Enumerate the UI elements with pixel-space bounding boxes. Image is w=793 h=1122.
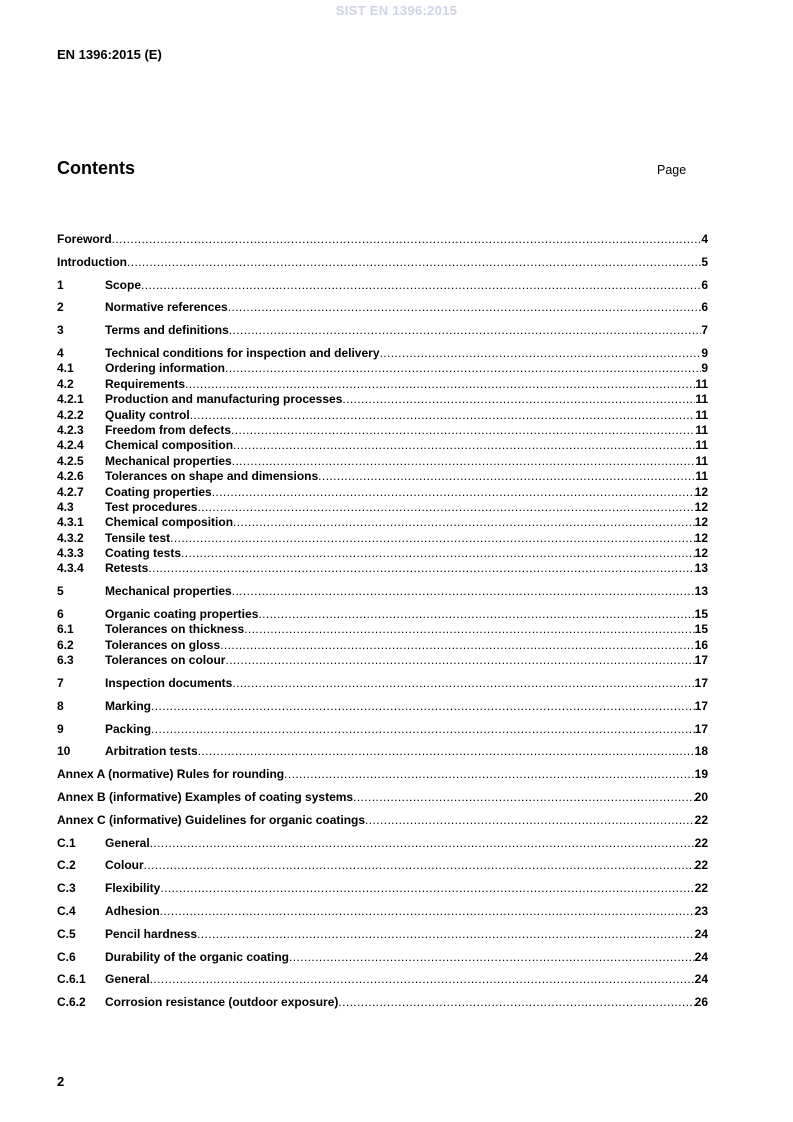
toc-entry-number: C.2 <box>57 858 76 873</box>
toc-entry-number: 4.3 <box>57 499 74 514</box>
toc-entry-title: Introduction <box>57 254 127 269</box>
toc-entry-title: Normative references <box>105 300 228 315</box>
toc-entry-title: General <box>105 835 150 850</box>
toc-entry-number: 4.2.7 <box>57 484 84 499</box>
toc-entry-title: Technical conditions for inspection and delivery <box>105 345 380 360</box>
toc-entry-title: Colour <box>105 858 144 873</box>
dot-leader <box>197 928 695 941</box>
toc-entry-page: 24 <box>694 949 708 964</box>
dot-leader <box>148 562 694 575</box>
toc-entry-page: 13 <box>694 584 708 599</box>
toc-entry-title: Retests <box>105 561 149 576</box>
toc-entry-page: 12 <box>694 499 708 514</box>
toc-entry-number: 4.3.3 <box>57 546 84 561</box>
toc-entry-title: Tolerances on shape and dimensions <box>105 469 319 484</box>
dot-leader <box>185 378 695 391</box>
toc-entry-number: 4 <box>57 345 64 360</box>
toc-entry-number: 8 <box>57 698 64 713</box>
dot-leader <box>112 233 702 246</box>
toc-entry-page: 24 <box>694 926 708 941</box>
toc-entry[interactable] <box>57 439 708 452</box>
dot-leader <box>150 837 695 850</box>
toc-entry-page: 18 <box>694 744 708 759</box>
dot-leader <box>228 301 702 314</box>
toc-entry-page: 16 <box>694 637 708 652</box>
toc-entry-title: Production and manufacturing processes <box>105 392 343 407</box>
toc-entry-title: Tolerances on colour <box>105 653 226 668</box>
dot-leader <box>197 501 694 514</box>
toc-entry[interactable] <box>57 791 708 804</box>
toc-entry-number: 6.3 <box>57 653 74 668</box>
toc-entry-number: C.5 <box>57 926 76 941</box>
dot-leader <box>342 393 695 406</box>
toc-entry[interactable] <box>57 378 708 391</box>
toc-entry[interactable] <box>57 585 708 598</box>
toc-entry-page: 5 <box>701 254 708 269</box>
toc-entry-title: General <box>105 972 150 987</box>
dot-leader <box>353 791 695 804</box>
toc-entry-page: 11 <box>695 453 708 468</box>
dot-leader <box>151 700 695 713</box>
toc-entry[interactable] <box>57 639 708 652</box>
toc-entry-title: Chemical composition <box>105 438 234 453</box>
toc-entry-number: C.6.1 <box>57 972 86 987</box>
toc-entry[interactable] <box>57 547 708 560</box>
document-id: EN 1396:2015 (E) <box>57 47 162 62</box>
dot-leader <box>365 814 695 827</box>
toc-entry-title: Adhesion <box>105 903 160 918</box>
toc-entry[interactable] <box>57 470 708 483</box>
toc-entry-number: 4.3.1 <box>57 515 84 530</box>
toc-entry-number: C.3 <box>57 881 76 896</box>
toc-entry-title: Terms and definitions <box>105 323 229 338</box>
toc-entry[interactable] <box>57 677 708 690</box>
toc-entry-title: Pencil hardness <box>105 926 198 941</box>
toc-entry-title: Test procedures <box>105 499 198 514</box>
toc-entry[interactable] <box>57 928 708 941</box>
toc-entry-title: Packing <box>105 721 152 736</box>
toc-entry[interactable] <box>57 723 708 736</box>
toc-entry-title: Marking <box>105 698 152 713</box>
toc-entry[interactable] <box>57 951 708 964</box>
table-of-contents <box>57 233 708 1009</box>
toc-entry[interactable] <box>57 996 708 1009</box>
toc-entry-title: Corrosion resistance (outdoor exposure) <box>105 995 339 1010</box>
page-column-label: Page <box>657 163 687 177</box>
toc-entry-page: 12 <box>694 530 708 545</box>
toc-entry-page: 17 <box>694 698 708 713</box>
toc-entry[interactable] <box>57 362 708 375</box>
toc-entry-title: Mechanical properties <box>105 453 232 468</box>
toc-entry-page: 22 <box>694 858 708 873</box>
dot-leader <box>231 424 695 437</box>
toc-entry[interactable] <box>57 501 708 514</box>
toc-entry[interactable] <box>57 859 708 872</box>
toc-entry-title: Tolerances on gloss <box>105 637 221 652</box>
toc-entry-number: 4.2.3 <box>57 422 84 437</box>
toc-entry-page: 12 <box>694 546 708 561</box>
toc-entry-page: 11 <box>695 407 708 422</box>
toc-entry-page: 17 <box>694 676 708 691</box>
toc-entry-number: C.4 <box>57 903 76 918</box>
toc-entry-number: 6 <box>57 607 64 622</box>
toc-entry[interactable] <box>57 973 708 986</box>
toc-entry[interactable] <box>57 654 708 667</box>
toc-entry-number: 2 <box>57 300 64 315</box>
toc-entry-number: 4.3.4 <box>57 561 84 576</box>
toc-entry-number: 10 <box>57 744 71 759</box>
toc-entry-page: 26 <box>694 995 708 1010</box>
toc-entry[interactable] <box>57 532 708 545</box>
toc-entry-number: C.1 <box>57 835 76 850</box>
dot-leader <box>198 745 695 758</box>
dot-leader <box>150 973 695 986</box>
toc-entry-title: Requirements <box>105 376 186 391</box>
toc-entry-page: 11 <box>695 422 708 437</box>
dot-leader <box>141 279 701 292</box>
toc-entry[interactable] <box>57 233 708 246</box>
toc-entry[interactable] <box>57 516 708 529</box>
toc-entry-page: 12 <box>694 515 708 530</box>
toc-entry-number: 6.2 <box>57 637 74 652</box>
toc-entry-page: 11 <box>695 438 708 453</box>
toc-entry[interactable] <box>57 700 708 713</box>
footer-page-number: 2 <box>57 1074 65 1089</box>
toc-entry-title: Inspection documents <box>105 676 233 691</box>
toc-entry-page: 13 <box>694 561 708 576</box>
dot-leader <box>225 654 694 667</box>
toc-entry-number: 4.2.2 <box>57 407 84 422</box>
dot-leader <box>170 532 695 545</box>
toc-entry-title: Tolerances on thickness <box>105 622 245 637</box>
dot-leader <box>190 409 696 422</box>
contents-heading: Contents <box>57 158 135 178</box>
toc-entry-page: 22 <box>694 881 708 896</box>
dot-leader <box>232 455 696 468</box>
toc-entry-page: 22 <box>694 835 708 850</box>
watermark: SIST EN 1396:2015 <box>335 3 458 18</box>
toc-entry[interactable] <box>57 562 708 575</box>
dot-leader <box>232 677 694 690</box>
dot-leader <box>127 256 701 269</box>
toc-entry[interactable] <box>57 486 708 499</box>
toc-entry-page: 12 <box>694 484 708 499</box>
dot-leader <box>160 882 694 895</box>
toc-entry-page: 17 <box>694 721 708 736</box>
toc-entry[interactable] <box>57 347 708 360</box>
dot-leader <box>318 470 695 483</box>
dot-leader <box>212 486 695 499</box>
toc-entry-title: Annex B (informative) Examples of coating systems <box>57 790 354 804</box>
toc-entry[interactable] <box>57 768 708 781</box>
toc-entry-number: C.6 <box>57 949 76 964</box>
toc-entry-number: 4.2.5 <box>57 453 84 468</box>
toc-entry-title: Coating properties <box>105 484 212 499</box>
toc-entry-page: 4 <box>701 232 708 246</box>
toc-entry-page: 15 <box>694 622 708 637</box>
dot-leader <box>284 768 695 781</box>
toc-entry[interactable] <box>57 882 708 895</box>
dot-leader <box>151 723 695 736</box>
dot-leader <box>181 547 695 560</box>
toc-entry[interactable] <box>57 814 708 827</box>
toc-entry-page: 7 <box>701 323 708 338</box>
toc-entry-page: 19 <box>694 767 708 782</box>
dot-leader <box>229 324 702 337</box>
toc-entry-title: Quality control <box>105 407 190 422</box>
toc-entry-title: Foreword <box>57 232 112 246</box>
toc-entry-page: 11 <box>695 376 708 391</box>
toc-entry[interactable] <box>57 745 708 758</box>
toc-entry[interactable] <box>57 393 708 406</box>
toc-entry-page: 11 <box>695 469 708 484</box>
toc-entry-number: 5 <box>57 584 64 599</box>
dot-leader <box>144 859 695 872</box>
toc-entry[interactable] <box>57 905 708 918</box>
dot-leader <box>232 585 695 598</box>
toc-entry-title: Mechanical properties <box>105 584 232 599</box>
toc-entry-number: C.6.2 <box>57 995 86 1010</box>
dot-leader <box>338 996 694 1009</box>
toc-entry-page: 17 <box>694 653 708 668</box>
toc-entry-number: 4.3.2 <box>57 530 84 545</box>
toc-entry-title: Annex C (informative) Guidelines for organic coatings <box>57 812 366 827</box>
toc-entry-title: Flexibility <box>105 881 161 896</box>
toc-entry-page: 9 <box>701 345 708 360</box>
toc-entry-number: 4.2 <box>57 376 74 391</box>
toc-entry-number: 6.1 <box>57 622 74 637</box>
toc-entry-number: 1 <box>57 277 64 292</box>
dot-leader <box>160 905 695 918</box>
dot-leader <box>380 347 702 360</box>
toc-entry[interactable] <box>57 837 708 850</box>
toc-entry-number: 9 <box>57 721 64 736</box>
toc-entry[interactable] <box>57 455 708 468</box>
toc-entry-title: Ordering information <box>105 361 225 376</box>
toc-entry[interactable] <box>57 256 708 269</box>
toc-entry-title: Organic coating properties <box>105 607 259 622</box>
toc-entry-page: 11 <box>695 392 708 407</box>
toc-entry-page: 9 <box>701 361 708 376</box>
toc-entry-page: 6 <box>701 300 708 315</box>
toc-entry-page: 6 <box>701 277 708 292</box>
toc-entry[interactable] <box>57 279 708 292</box>
toc-entry-page: 23 <box>694 903 708 918</box>
toc-entry[interactable] <box>57 424 708 437</box>
toc-entry-number: 4.2.1 <box>57 392 84 407</box>
toc-entry-number: 3 <box>57 323 64 338</box>
toc-entry-title: Durability of the organic coating <box>105 949 290 964</box>
toc-entry-page: 15 <box>694 607 708 622</box>
toc-entry-title: Scope <box>105 277 142 292</box>
dot-leader <box>258 608 694 621</box>
toc-entry-title: Chemical composition <box>105 515 234 530</box>
toc-entry-number: 7 <box>57 676 64 691</box>
toc-entry-number: 4.2.6 <box>57 469 84 484</box>
toc-entry-title: Annex A (normative) Rules for rounding <box>57 767 285 782</box>
toc-entry-title: Tensile test <box>105 530 171 545</box>
toc-entry[interactable] <box>57 324 708 337</box>
dot-leader <box>233 516 695 529</box>
toc-entry-page: 22 <box>694 812 708 827</box>
toc-entry[interactable] <box>57 608 708 621</box>
dot-leader <box>244 623 694 636</box>
toc-entry[interactable] <box>57 301 708 314</box>
toc-entry-page: 20 <box>694 790 708 804</box>
toc-entry-title: Arbitration tests <box>105 744 198 759</box>
toc-entry[interactable] <box>57 409 708 422</box>
dot-leader <box>225 362 701 375</box>
toc-entry-title: Freedom from defects <box>105 422 232 437</box>
toc-entry-number: 4.1 <box>57 361 74 376</box>
dot-leader <box>233 439 695 452</box>
toc-entry-page: 24 <box>694 972 708 987</box>
toc-entry-title: Coating tests <box>105 546 182 561</box>
dot-leader <box>289 951 695 964</box>
toc-entry-number: 4.2.4 <box>57 438 84 453</box>
toc-entry[interactable] <box>57 623 708 636</box>
dot-leader <box>220 639 694 652</box>
